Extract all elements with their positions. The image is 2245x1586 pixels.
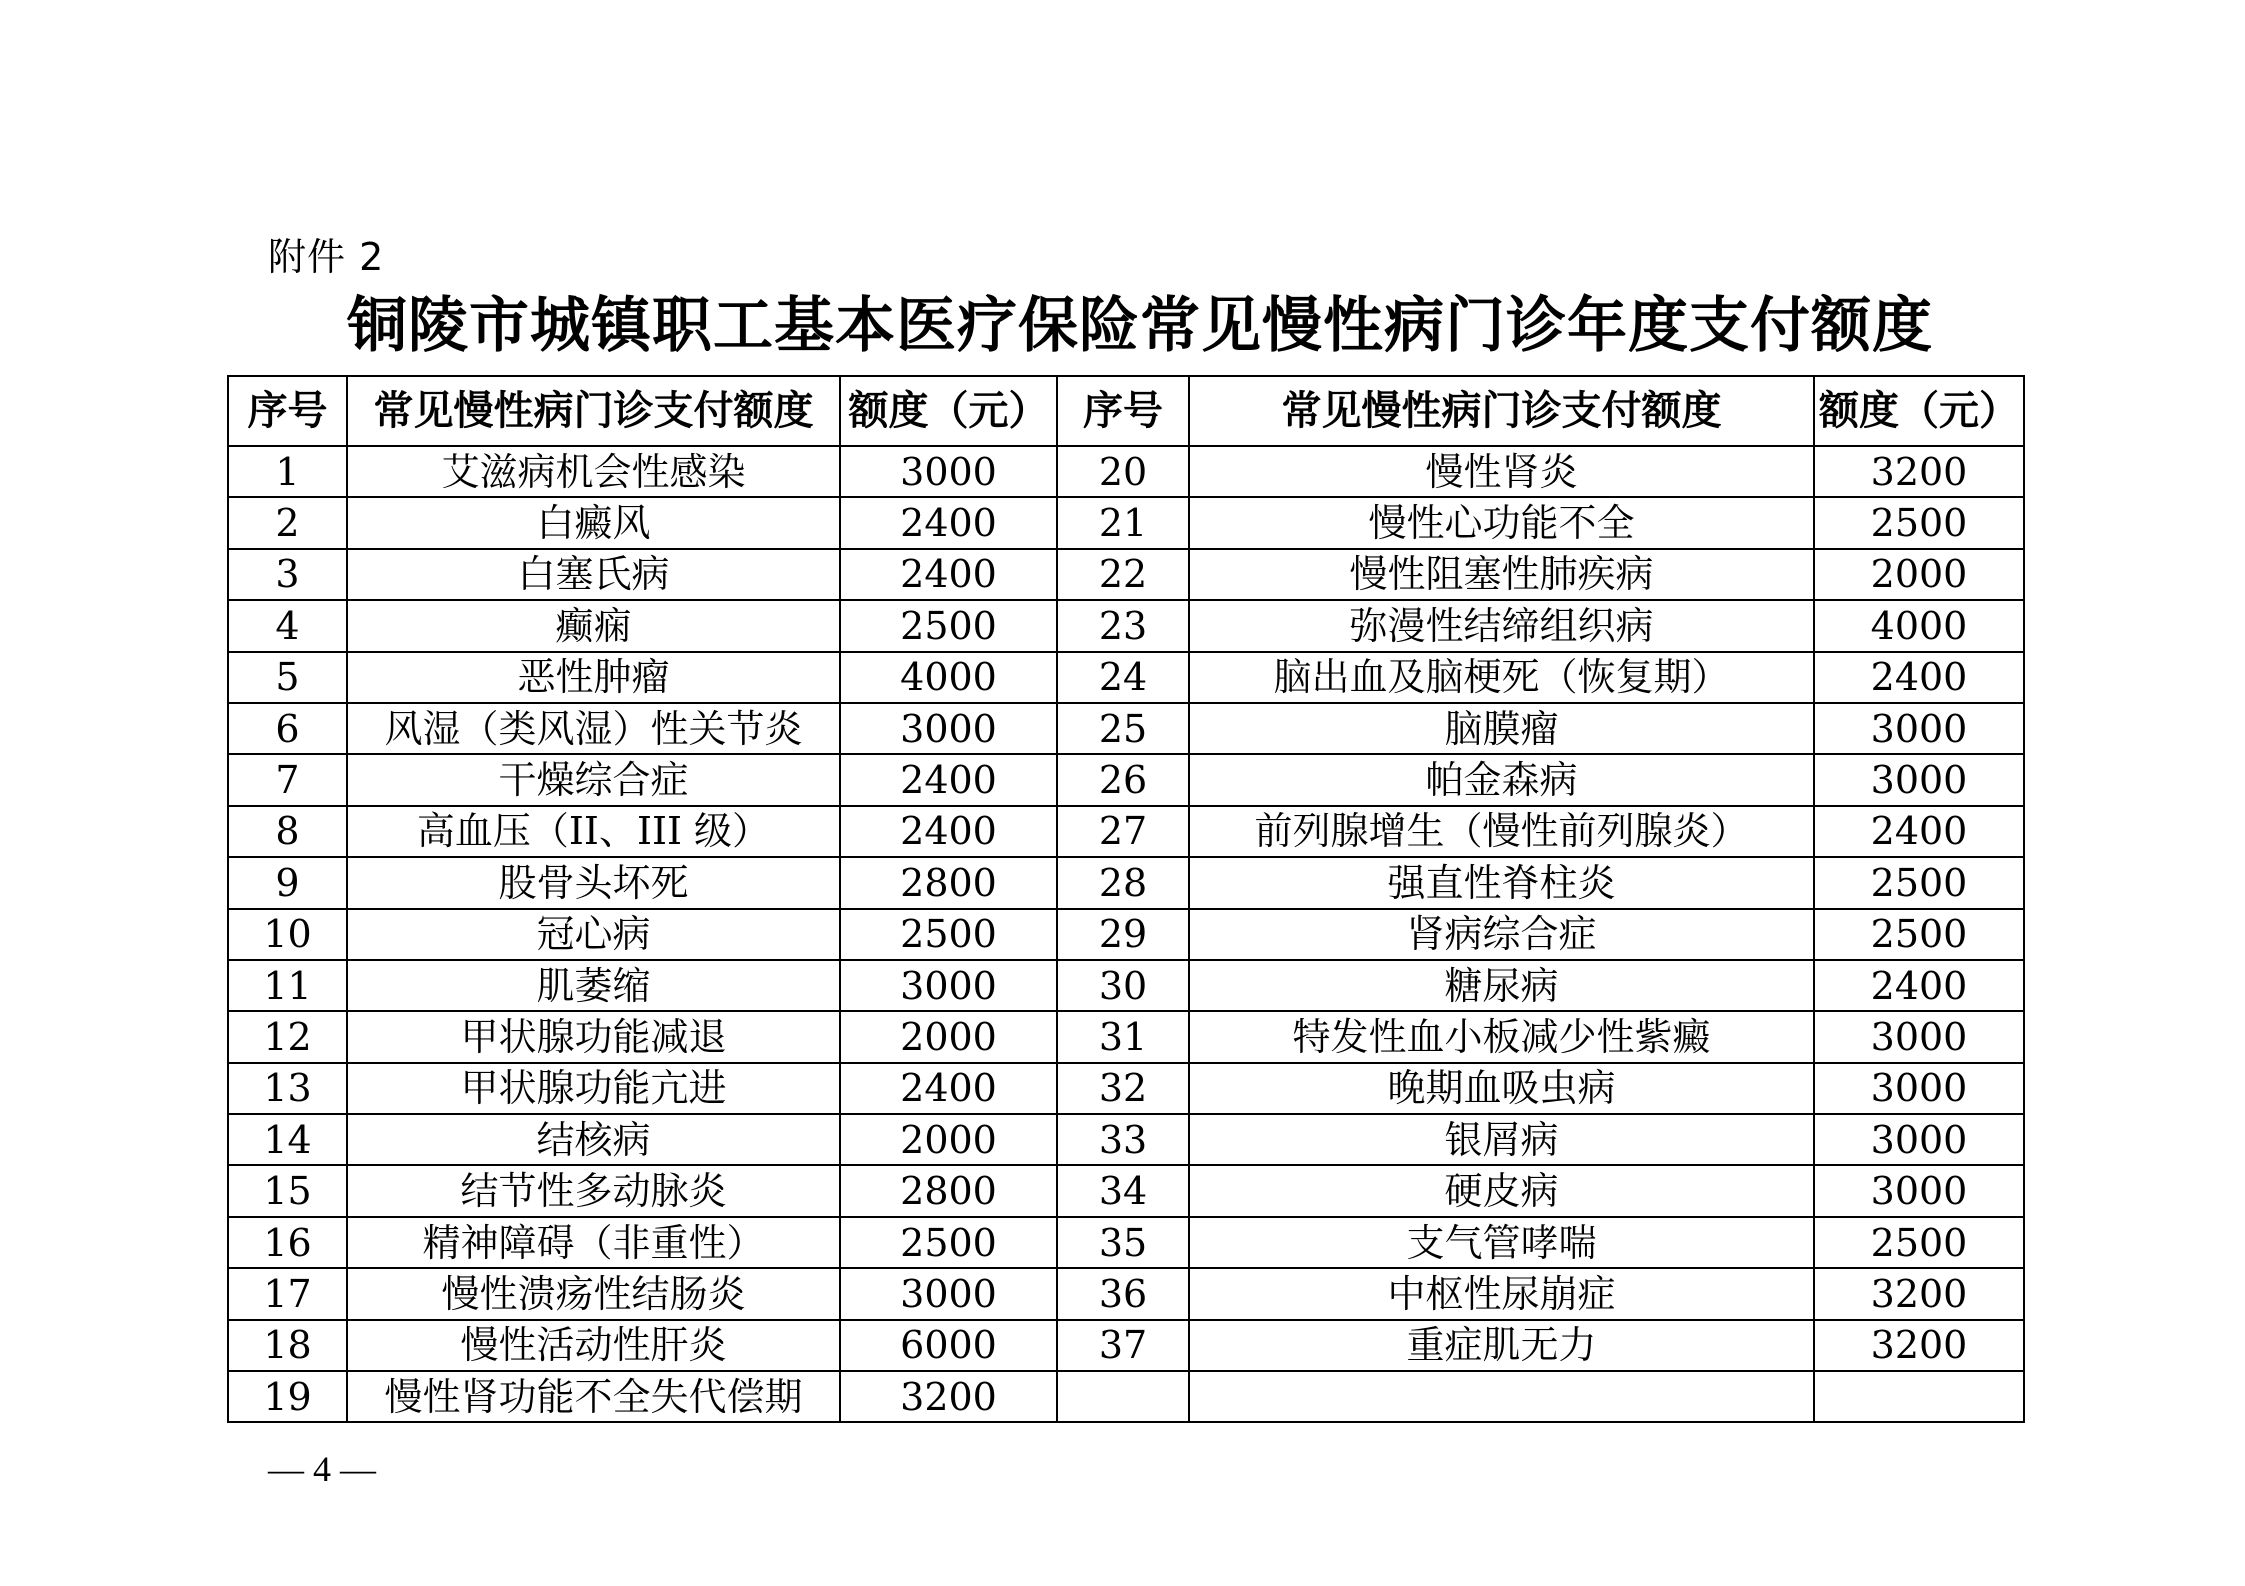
- header-disease-right: 常见慢性病门诊支付额度: [1189, 376, 1814, 446]
- row-number-left: 19: [228, 1371, 347, 1422]
- row-number-right: 25: [1057, 703, 1189, 754]
- amount-right: 3000: [1814, 1114, 2024, 1165]
- table-row: [228, 909, 2024, 960]
- row-number-left: 9: [228, 857, 347, 908]
- amount-right: [1814, 1371, 2024, 1422]
- attachment-label: 附件 2: [268, 235, 385, 279]
- row-number-left: 16: [228, 1217, 347, 1268]
- disease-name-right: 银屑病: [1189, 1114, 1814, 1165]
- amount-right: 2500: [1814, 909, 2024, 960]
- amount-right: 3000: [1814, 703, 2024, 754]
- disease-name-left: 高血压（II、III 级）: [347, 806, 840, 857]
- amount-right: 2000: [1814, 549, 2024, 600]
- amount-right: 2500: [1814, 1217, 2024, 1268]
- header-no-right: 序号: [1057, 376, 1189, 446]
- row-number-left: 5: [228, 652, 347, 703]
- row-number-left: 7: [228, 754, 347, 805]
- row-number-right: 24: [1057, 652, 1189, 703]
- row-number-left: 13: [228, 1063, 347, 1114]
- table-row: [228, 754, 2024, 805]
- amount-left: 2400: [840, 806, 1057, 857]
- disease-name-right: 脑膜瘤: [1189, 703, 1814, 754]
- table-body: [228, 446, 2024, 1422]
- row-number-left: 15: [228, 1165, 347, 1216]
- row-number-right: 30: [1057, 960, 1189, 1011]
- amount-left: 3000: [840, 703, 1057, 754]
- row-number-right: 27: [1057, 806, 1189, 857]
- amount-left: 3000: [840, 446, 1057, 497]
- amount-right: 2400: [1814, 652, 2024, 703]
- disease-name-left: 慢性肾功能不全失代偿期: [347, 1371, 840, 1422]
- amount-left: 3200: [840, 1371, 1057, 1422]
- row-number-right: 33: [1057, 1114, 1189, 1165]
- table-row: [228, 960, 2024, 1011]
- table-row: [228, 1011, 2024, 1062]
- disease-name-right: 糖尿病: [1189, 960, 1814, 1011]
- table-row: [228, 1371, 2024, 1422]
- table-row: [228, 497, 2024, 548]
- table-row: [228, 1165, 2024, 1216]
- disease-name-left: 冠心病: [347, 909, 840, 960]
- amount-right: 2400: [1814, 960, 2024, 1011]
- row-number-right: 36: [1057, 1268, 1189, 1319]
- row-number-left: 6: [228, 703, 347, 754]
- row-number-left: 3: [228, 549, 347, 600]
- table-row: [228, 652, 2024, 703]
- amount-left: 3000: [840, 1268, 1057, 1319]
- disease-name-left: 慢性活动性肝炎: [347, 1320, 840, 1371]
- row-number-right: 21: [1057, 497, 1189, 548]
- row-number-right: 34: [1057, 1165, 1189, 1216]
- row-number-left: 18: [228, 1320, 347, 1371]
- table-row: [228, 1320, 2024, 1371]
- document-title: 铜陵市城镇职工基本医疗保险常见慢性病门诊年度支付额度: [347, 291, 1933, 361]
- amount-left: 2400: [840, 754, 1057, 805]
- row-number-right: 32: [1057, 1063, 1189, 1114]
- row-number-right: 22: [1057, 549, 1189, 600]
- amount-left: 2500: [840, 909, 1057, 960]
- row-number-left: 8: [228, 806, 347, 857]
- disease-name-right: 慢性心功能不全: [1189, 497, 1814, 548]
- disease-name-left: 肌萎缩: [347, 960, 840, 1011]
- amount-left: 2500: [840, 600, 1057, 651]
- row-number-left: 2: [228, 497, 347, 548]
- disease-name-left: 精神障碍（非重性）: [347, 1217, 840, 1268]
- row-number-left: 12: [228, 1011, 347, 1062]
- disease-name-right: 晚期血吸虫病: [1189, 1063, 1814, 1114]
- disease-name-right: 中枢性尿崩症: [1189, 1268, 1814, 1319]
- disease-name-right: 帕金森病: [1189, 754, 1814, 805]
- amount-left: 2500: [840, 1217, 1057, 1268]
- row-number-right: 31: [1057, 1011, 1189, 1062]
- disease-name-right: 慢性肾炎: [1189, 446, 1814, 497]
- table-row: [228, 600, 2024, 651]
- amount-left: 2800: [840, 1165, 1057, 1216]
- table-row: [228, 549, 2024, 600]
- amount-left: 3000: [840, 960, 1057, 1011]
- amount-left: 2400: [840, 1063, 1057, 1114]
- disease-name-right: 硬皮病: [1189, 1165, 1814, 1216]
- amount-right: 3200: [1814, 446, 2024, 497]
- row-number-left: 10: [228, 909, 347, 960]
- disease-name-left: 甲状腺功能亢进: [347, 1063, 840, 1114]
- disease-name-right: 肾病综合症: [1189, 909, 1814, 960]
- disease-name-right: 重症肌无力: [1189, 1320, 1814, 1371]
- row-number-left: 4: [228, 600, 347, 651]
- table-row: [228, 1063, 2024, 1114]
- disease-name-left: 股骨头坏死: [347, 857, 840, 908]
- table-row: [228, 857, 2024, 908]
- amount-left: 2000: [840, 1011, 1057, 1062]
- disease-name-right: 慢性阻塞性肺疾病: [1189, 549, 1814, 600]
- disease-name-right: 脑出血及脑梗死（恢复期）: [1189, 652, 1814, 703]
- table-row: [228, 1217, 2024, 1268]
- disease-name-left: 癫痫: [347, 600, 840, 651]
- amount-right: 2500: [1814, 857, 2024, 908]
- row-number-right: [1057, 1371, 1189, 1422]
- amount-left: 2800: [840, 857, 1057, 908]
- amount-right: 3200: [1814, 1320, 2024, 1371]
- disease-name-right: 强直性脊柱炎: [1189, 857, 1814, 908]
- disease-name-left: 甲状腺功能减退: [347, 1011, 840, 1062]
- disease-name-left: 艾滋病机会性感染: [347, 446, 840, 497]
- row-number-right: 29: [1057, 909, 1189, 960]
- amount-left: 4000: [840, 652, 1057, 703]
- amount-right: 3000: [1814, 754, 2024, 805]
- amount-right: 4000: [1814, 600, 2024, 651]
- table-row: [228, 446, 2024, 497]
- header-disease-left: 常见慢性病门诊支付额度: [347, 376, 840, 446]
- disease-name-left: 结核病: [347, 1114, 840, 1165]
- disease-name-left: 干燥综合症: [347, 754, 840, 805]
- disease-name-left: 白塞氏病: [347, 549, 840, 600]
- row-number-left: 11: [228, 960, 347, 1011]
- disease-name-left: 结节性多动脉炎: [347, 1165, 840, 1216]
- disease-name-right: 支气管哮喘: [1189, 1217, 1814, 1268]
- amount-right: 3000: [1814, 1063, 2024, 1114]
- disease-name-right: 弥漫性结缔组织病: [1189, 600, 1814, 651]
- header-amount-left: 额度（元）: [840, 376, 1057, 446]
- row-number-left: 17: [228, 1268, 347, 1319]
- amount-right: 3000: [1814, 1165, 2024, 1216]
- amount-right: 2500: [1814, 497, 2024, 548]
- header-no-left: 序号: [228, 376, 347, 446]
- header-amount-right: 额度（元）: [1814, 376, 2024, 446]
- amount-right: 3000: [1814, 1011, 2024, 1062]
- quota-table: [227, 375, 2025, 1423]
- disease-name-left: 慢性溃疡性结肠炎: [347, 1268, 840, 1319]
- amount-left: 2400: [840, 549, 1057, 600]
- amount-left: 2400: [840, 497, 1057, 548]
- table-row: [228, 806, 2024, 857]
- amount-left: 6000: [840, 1320, 1057, 1371]
- row-number-left: 14: [228, 1114, 347, 1165]
- disease-name-right: 前列腺增生（慢性前列腺炎）: [1189, 806, 1814, 857]
- row-number-right: 23: [1057, 600, 1189, 651]
- disease-name-left: 白癜风: [347, 497, 840, 548]
- disease-name-right: 特发性血小板减少性紫癜: [1189, 1011, 1814, 1062]
- table-row: [228, 703, 2024, 754]
- disease-name-left: 风湿（类风湿）性关节炎: [347, 703, 840, 754]
- amount-right: 3200: [1814, 1268, 2024, 1319]
- amount-right: 2400: [1814, 806, 2024, 857]
- table-row: [228, 1268, 2024, 1319]
- page-number: — 4 —: [268, 1449, 376, 1489]
- table-row: [228, 1114, 2024, 1165]
- amount-left: 2000: [840, 1114, 1057, 1165]
- row-number-right: 26: [1057, 754, 1189, 805]
- row-number-left: 1: [228, 446, 347, 497]
- row-number-right: 20: [1057, 446, 1189, 497]
- table-header-row: [228, 376, 2024, 446]
- row-number-right: 28: [1057, 857, 1189, 908]
- row-number-right: 37: [1057, 1320, 1189, 1371]
- disease-name-right: [1189, 1371, 1814, 1422]
- row-number-right: 35: [1057, 1217, 1189, 1268]
- disease-name-left: 恶性肿瘤: [347, 652, 840, 703]
